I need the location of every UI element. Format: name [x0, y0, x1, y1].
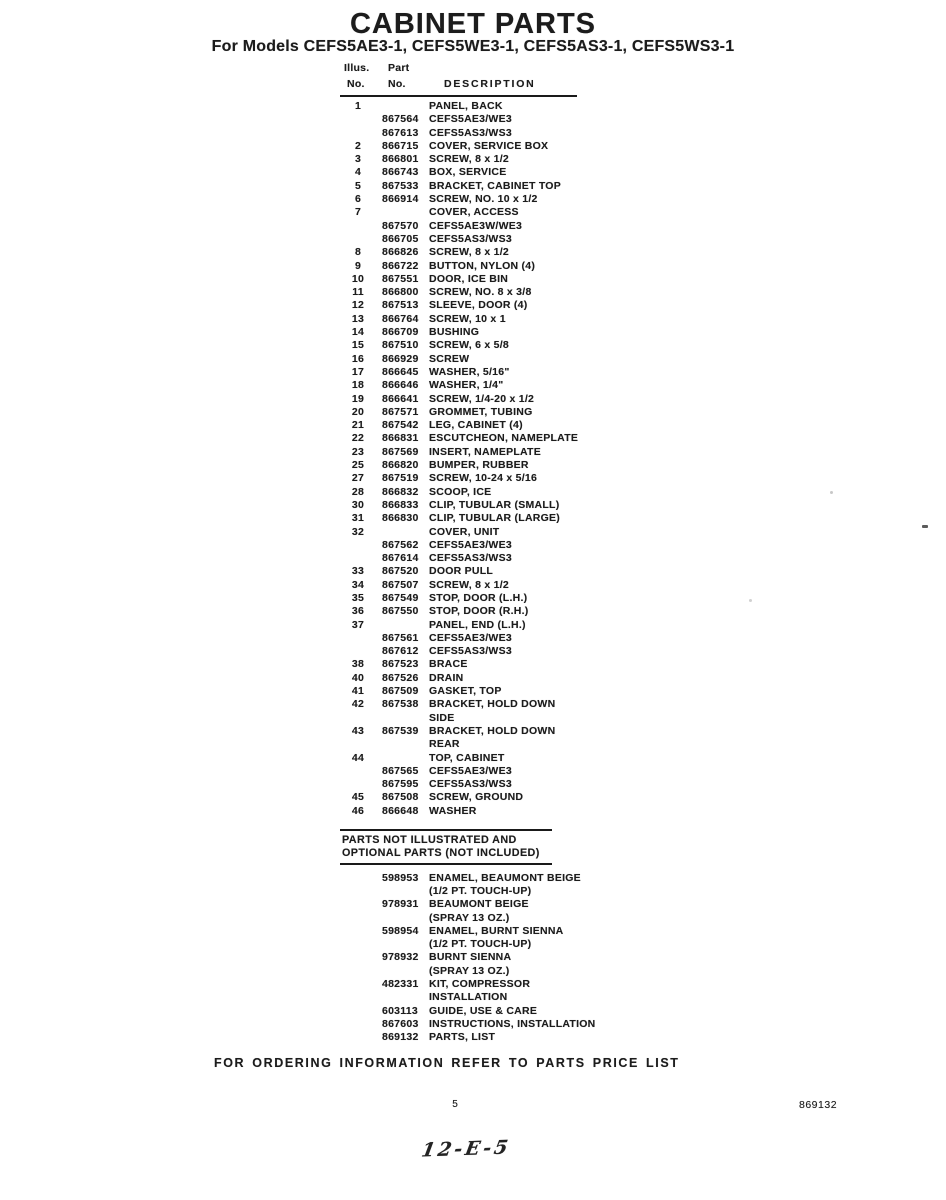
- description-cell: BRACKET, HOLD DOWN: [429, 698, 556, 711]
- description-cell: SCREW, NO. 10 x 1/2: [429, 193, 538, 206]
- table-row: [340, 526, 600, 539]
- part-no-cell: 867538: [382, 698, 419, 711]
- description-cell: BURNT SIENNA: [429, 951, 512, 964]
- table-row: [340, 552, 600, 565]
- table-row: [340, 632, 600, 645]
- description-cell: CLIP, TUBULAR (SMALL): [429, 498, 560, 511]
- description-cell: CEFS5AE3/WE3: [429, 764, 512, 777]
- table-row: [340, 459, 600, 472]
- part-no-cell: 598954: [382, 924, 419, 937]
- illus-no-cell: 2: [354, 139, 362, 152]
- illus-no-cell: [346, 925, 370, 938]
- illus-no-cell: 15: [351, 339, 365, 352]
- table-row: [340, 1005, 600, 1018]
- part-no-cell: 603113: [382, 1004, 418, 1017]
- part-no-cell: 866743: [382, 166, 419, 179]
- illus-no-cell: 20: [351, 405, 365, 418]
- illus-no-cell: [346, 912, 370, 925]
- description-cell: CEFS5AS3/WS3: [429, 645, 512, 658]
- description-cell: (SPRAY 13 OZ.): [429, 964, 510, 977]
- models-subtitle: For Models CEFS5AE3-1, CEFS5WE3-1, CEFS5AS3-1, CEFS5WS3-1: [211, 38, 735, 55]
- part-no-cell: 866722: [382, 259, 419, 272]
- part-no-cell: 866705: [382, 232, 419, 245]
- illus-no-cell: 8: [354, 246, 362, 259]
- illus-no-cell: 11: [352, 286, 364, 299]
- illus-no-cell: 6: [354, 193, 362, 206]
- table-row: [340, 193, 600, 206]
- part-no-cell: 867613: [382, 126, 419, 139]
- table-row: [340, 725, 600, 738]
- illus-no-cell: [346, 965, 370, 978]
- description-cell: WASHER: [429, 804, 477, 817]
- part-no-cell: 867612: [382, 645, 419, 658]
- description-cell: STOP, DOOR (R.H.): [429, 605, 529, 618]
- description-cell: CEFS5AE3/WE3: [429, 538, 512, 551]
- table-row: [340, 672, 600, 685]
- description-cell: COVER, UNIT: [429, 525, 500, 538]
- table-row: [340, 339, 600, 352]
- illus-no-cell: 5: [354, 179, 362, 192]
- illus-no-cell: 37: [351, 618, 365, 631]
- description-cell: INSERT, NAMEPLATE: [429, 445, 541, 458]
- part-no-cell: [382, 885, 429, 898]
- illus-no-cell: 21: [351, 419, 365, 432]
- table-row: [340, 432, 600, 445]
- table-row: [340, 326, 600, 339]
- description-cell: BUSHING: [429, 326, 480, 339]
- part-no-cell: 867551: [382, 272, 419, 285]
- handwritten-note: 12-E-5: [419, 1136, 513, 1162]
- table-row: [340, 778, 600, 791]
- table-row: [340, 965, 600, 978]
- table-row: [340, 313, 600, 326]
- part-no-cell: 866820: [382, 459, 419, 472]
- part-no-cell: 866646: [382, 379, 419, 392]
- table-row: [340, 539, 600, 552]
- part-no-cell: 866648: [382, 804, 419, 817]
- table-row: [340, 353, 600, 366]
- part-no-cell: [382, 991, 429, 1004]
- illus-no-cell: [346, 978, 370, 991]
- illus-no-cell: [346, 632, 370, 645]
- illus-no-cell: [346, 539, 370, 552]
- illus-no-cell: [346, 113, 370, 126]
- illus-no-cell: 4: [354, 166, 362, 179]
- illus-no-cell: [346, 991, 370, 1004]
- col-header-illus: Illus.: [344, 62, 370, 74]
- description-cell: PANEL, BACK: [429, 100, 503, 112]
- illus-no-cell: 33: [351, 565, 365, 578]
- part-no-cell: 866641: [382, 392, 419, 405]
- table-row: [340, 153, 600, 166]
- illus-no-cell: 38: [351, 658, 365, 671]
- illus-no-cell: 30: [351, 498, 365, 511]
- illus-no-cell: 41: [351, 685, 365, 698]
- part-no-cell: [382, 619, 429, 632]
- table-row: [340, 379, 600, 392]
- page-number: 5: [452, 1099, 458, 1110]
- table-row: [340, 619, 600, 632]
- part-no-cell: 867539: [382, 724, 419, 737]
- description-cell: BUMPER, RUBBER: [429, 459, 529, 472]
- part-no-cell: 866929: [382, 352, 419, 365]
- description-cell: CEFS5AE3W/WE3: [429, 219, 523, 232]
- table-row: [340, 951, 600, 964]
- description-cell: SCREW, 1/4-20 x 1/2: [429, 392, 535, 405]
- illus-no-cell: 31: [351, 512, 365, 525]
- description-cell: REAR: [429, 738, 460, 751]
- description-cell: BRACKET, CABINET TOP: [429, 179, 561, 192]
- description-cell: SCREW, GROUND: [429, 791, 524, 804]
- col-header-part-no: No.: [388, 78, 406, 90]
- table-row: [340, 180, 600, 193]
- part-no-cell: 866831: [382, 432, 419, 445]
- illus-no-cell: 13: [351, 312, 365, 325]
- part-no-cell: 867549: [382, 591, 419, 604]
- description-cell: ENAMEL, BEAUMONT BEIGE: [429, 871, 581, 884]
- illus-no-cell: 23: [351, 445, 365, 458]
- part-no-cell: 867550: [382, 605, 419, 618]
- illus-no-cell: 27: [351, 472, 365, 485]
- table-row: [340, 1031, 600, 1044]
- part-no-cell: 867526: [382, 671, 419, 684]
- table-row: [340, 393, 600, 406]
- illus-no-cell: 9: [354, 259, 362, 272]
- table-row: [340, 925, 600, 938]
- illus-no-cell: 28: [351, 485, 365, 498]
- doc-number: 869132: [799, 1099, 838, 1111]
- table-row: [340, 233, 600, 246]
- illus-no-cell: 1: [354, 100, 362, 112]
- table-row: [340, 791, 600, 804]
- description-cell: PANEL, END (L.H.): [429, 618, 526, 631]
- illus-no-cell: 19: [351, 392, 365, 405]
- description-cell: WASHER, 5/16": [429, 365, 510, 378]
- part-no-cell: 869132: [382, 1031, 419, 1044]
- description-cell: SCREW, 10-24 x 5/16: [429, 472, 538, 485]
- col-header-illus-no: No.: [347, 78, 365, 90]
- part-no-cell: 867520: [382, 565, 419, 578]
- part-no-cell: 867561: [382, 631, 419, 644]
- description-cell: SCOOP, ICE: [429, 485, 492, 498]
- description-cell: COVER, SERVICE BOX: [429, 139, 549, 152]
- description-cell: TOP, CABINET: [429, 751, 505, 764]
- table-row: [340, 765, 600, 778]
- part-no-cell: 866645: [382, 365, 419, 378]
- description-cell: CEFS5AE3/WE3: [429, 113, 512, 126]
- table-row: [340, 299, 600, 312]
- table-row: [340, 738, 600, 751]
- table-row: [340, 499, 600, 512]
- table-row: [340, 486, 600, 499]
- illus-no-cell: 43: [351, 724, 365, 737]
- table-row: [340, 645, 600, 658]
- part-no-cell: 866715: [382, 139, 419, 152]
- illus-no-cell: 36: [351, 605, 365, 618]
- description-cell: CEFS5AS3/WS3: [429, 126, 512, 139]
- table-row: [340, 113, 600, 126]
- part-no-cell: [382, 938, 429, 951]
- part-no-cell: 867507: [382, 578, 419, 591]
- table-body: [340, 100, 600, 818]
- description-cell: GROMMET, TUBING: [429, 405, 533, 418]
- illus-no-cell: [346, 712, 370, 725]
- table-row: [340, 938, 600, 951]
- part-no-cell: 867595: [382, 778, 419, 791]
- part-no-cell: 867569: [382, 445, 419, 458]
- description-cell: SLEEVE, DOOR (4): [429, 299, 528, 312]
- illus-no-cell: 35: [351, 591, 365, 604]
- table-row: [340, 472, 600, 485]
- illus-no-cell: 42: [351, 698, 365, 711]
- optional-heading-line-1: PARTS NOT ILLUSTRATED AND: [342, 834, 517, 847]
- table-row: [340, 166, 600, 179]
- illus-no-cell: 22: [351, 432, 365, 445]
- part-no-cell: [382, 100, 429, 113]
- optional-parts-body: [340, 872, 600, 1045]
- illus-no-cell: 45: [351, 791, 365, 804]
- description-cell: SIDE: [429, 711, 455, 724]
- ordering-note: FOR ORDERING INFORMATION REFER TO PARTS PRICE LIST: [214, 1056, 680, 1070]
- illus-no-cell: [346, 872, 370, 885]
- illus-no-cell: 17: [351, 365, 365, 378]
- illus-no-cell: [346, 738, 370, 751]
- table-row: [340, 419, 600, 432]
- description-cell: SCREW, 8 x 1/2: [429, 153, 509, 166]
- page-title: CABINET PARTS: [349, 8, 597, 40]
- col-header-part: Part: [388, 62, 410, 74]
- part-no-cell: 867513: [382, 299, 419, 312]
- part-no-cell: 866826: [382, 246, 419, 259]
- part-no-cell: 598953: [382, 871, 419, 884]
- part-no-cell: [382, 752, 429, 765]
- table-row: [340, 260, 600, 273]
- optional-parts-heading: [340, 829, 552, 865]
- description-cell: DOOR, ICE BIN: [429, 272, 509, 285]
- description-cell: BEAUMONT BEIGE: [429, 898, 529, 911]
- description-cell: SCREW, 10 x 1: [429, 312, 506, 325]
- description-cell: BUTTON, NYLON (4): [429, 259, 536, 272]
- illus-no-cell: 44: [351, 751, 365, 764]
- illus-no-cell: [346, 233, 370, 246]
- part-no-cell: 866764: [382, 312, 419, 325]
- part-no-cell: 482331: [382, 978, 419, 990]
- parts-table: [340, 62, 620, 1044]
- table-row: [340, 872, 600, 885]
- table-row: [340, 127, 600, 140]
- illus-no-cell: [346, 778, 370, 791]
- illus-no-cell: 16: [351, 352, 365, 365]
- description-cell: SCREW, 8 x 1/2: [429, 578, 509, 591]
- part-no-cell: 867509: [382, 685, 419, 698]
- illus-no-cell: 12: [351, 299, 365, 312]
- illus-no-cell: 14: [351, 326, 365, 339]
- table-row: [340, 273, 600, 286]
- part-no-cell: 866830: [382, 512, 419, 525]
- description-cell: SCREW, 8 x 1/2: [429, 246, 509, 259]
- table-row: [340, 366, 600, 379]
- table-row: [340, 140, 600, 153]
- scan-speck: [749, 599, 752, 602]
- part-no-cell: 867565: [382, 764, 419, 777]
- illus-no-cell: [346, 1031, 370, 1044]
- table-row: [340, 912, 600, 925]
- illus-no-cell: [346, 951, 370, 964]
- table-row: [340, 991, 600, 1004]
- illus-no-cell: 34: [351, 578, 365, 591]
- description-cell: SCREW: [429, 352, 470, 365]
- table-row: [340, 512, 600, 525]
- table-row: [340, 685, 600, 698]
- illus-no-cell: [346, 1005, 370, 1018]
- description-cell: CEFS5AS3/WS3: [429, 232, 512, 245]
- table-row: [340, 978, 600, 991]
- description-cell: WASHER, 1/4": [429, 379, 504, 392]
- illus-no-cell: 46: [351, 804, 365, 817]
- description-cell: SCREW, NO. 8 x 3/8: [429, 286, 532, 299]
- description-cell: ESCUTCHEON, NAMEPLATE: [429, 432, 579, 445]
- illus-no-cell: [346, 127, 370, 140]
- description-cell: INSTRUCTIONS, INSTALLATION: [429, 1017, 596, 1030]
- table-row: [340, 885, 600, 898]
- description-cell: PARTS, LIST: [429, 1031, 496, 1044]
- part-no-cell: 866914: [382, 193, 419, 206]
- part-no-cell: [382, 526, 429, 539]
- illus-no-cell: [346, 898, 370, 911]
- part-no-cell: 978932: [382, 951, 419, 964]
- description-cell: KIT, COMPRESSOR: [429, 978, 531, 990]
- table-row: [340, 752, 600, 765]
- illus-no-cell: 10: [351, 272, 365, 285]
- table-row: [340, 898, 600, 911]
- part-no-cell: 978931: [382, 898, 419, 911]
- part-no-cell: 866832: [382, 485, 419, 498]
- table-row: [340, 658, 600, 671]
- description-cell: CLIP, TUBULAR (LARGE): [429, 512, 561, 525]
- table-row: [340, 406, 600, 419]
- part-no-cell: 867523: [382, 658, 419, 671]
- illus-no-cell: [346, 765, 370, 778]
- scan-speck: [830, 491, 833, 494]
- description-cell: LEG, CABINET (4): [429, 419, 523, 432]
- description-cell: CEFS5AE3/WE3: [429, 631, 512, 644]
- table-header: [340, 62, 620, 97]
- description-cell: CEFS5AS3/WS3: [429, 552, 512, 565]
- illus-no-cell: [346, 1018, 370, 1031]
- description-cell: BRACKET, HOLD DOWN: [429, 724, 556, 737]
- table-row: [340, 1018, 600, 1031]
- description-cell: BOX, SERVICE: [429, 166, 507, 179]
- part-no-cell: 867570: [382, 219, 419, 232]
- description-cell: COVER, ACCESS: [429, 206, 519, 219]
- table-row: [340, 579, 600, 592]
- part-no-cell: 867508: [382, 791, 419, 804]
- part-no-cell: 867564: [382, 113, 419, 126]
- part-no-cell: [382, 712, 429, 725]
- part-no-cell: 867533: [382, 179, 419, 192]
- header-rule: [340, 95, 577, 97]
- description-cell: (1/2 PT. TOUCH-UP): [429, 884, 532, 897]
- description-cell: INSTALLATION: [429, 991, 508, 1004]
- part-no-cell: 866709: [382, 326, 419, 339]
- table-row: [340, 220, 600, 233]
- illus-no-cell: 18: [351, 379, 365, 392]
- table-row: [340, 565, 600, 578]
- part-no-cell: 866800: [382, 286, 419, 299]
- illus-no-cell: [346, 885, 370, 898]
- table-header-line-2: [340, 78, 620, 94]
- description-cell: DRAIN: [429, 671, 464, 684]
- part-no-cell: 867562: [382, 538, 419, 551]
- description-cell: ENAMEL, BURNT SIENNA: [429, 924, 564, 937]
- table-row: [340, 286, 600, 299]
- part-no-cell: 867571: [382, 405, 419, 418]
- table-row: [340, 805, 600, 818]
- description-cell: BRACE: [429, 658, 468, 671]
- table-row: [340, 446, 600, 459]
- description-cell: (1/2 PT. TOUCH-UP): [429, 938, 532, 951]
- description-cell: GASKET, TOP: [429, 685, 502, 698]
- part-no-cell: [382, 206, 429, 219]
- illus-no-cell: 7: [354, 206, 362, 219]
- description-cell: CEFS5AS3/WS3: [429, 778, 512, 791]
- part-no-cell: [382, 738, 429, 751]
- part-no-cell: 867542: [382, 419, 419, 432]
- optional-heading-line-2: OPTIONAL PARTS (NOT INCLUDED): [342, 846, 540, 859]
- illus-no-cell: [346, 645, 370, 658]
- part-no-cell: 867519: [382, 472, 419, 485]
- description-cell: DOOR PULL: [429, 565, 494, 578]
- description-cell: GUIDE, USE & CARE: [429, 1004, 538, 1017]
- col-header-description: DESCRIPTION: [444, 78, 536, 90]
- illus-no-cell: 25: [351, 459, 365, 472]
- part-no-cell: 866801: [382, 153, 419, 166]
- table-row: [340, 712, 600, 725]
- part-no-cell: 867614: [382, 552, 419, 565]
- table-row: [340, 605, 600, 618]
- illus-no-cell: 3: [354, 153, 362, 166]
- illus-no-cell: [346, 552, 370, 565]
- part-no-cell: 867510: [382, 339, 419, 352]
- illus-no-cell: [346, 220, 370, 233]
- scan-speck: [922, 525, 928, 528]
- part-no-cell: [382, 965, 429, 978]
- table-row: [340, 592, 600, 605]
- part-no-cell: [382, 912, 429, 925]
- table-row: [340, 698, 600, 711]
- description-cell: (SPRAY 13 OZ.): [429, 911, 510, 924]
- part-no-cell: 866833: [382, 498, 419, 511]
- illus-no-cell: 40: [351, 671, 365, 684]
- illus-no-cell: [346, 938, 370, 951]
- description-cell: STOP, DOOR (L.H.): [429, 591, 528, 604]
- table-header-line-1: [340, 62, 620, 78]
- table-row: [340, 246, 600, 259]
- part-no-cell: 867603: [382, 1017, 419, 1030]
- table-row: [340, 100, 600, 113]
- description-cell: SCREW, 6 x 5/8: [429, 339, 509, 352]
- table-row: [340, 206, 600, 219]
- illus-no-cell: 32: [351, 525, 365, 538]
